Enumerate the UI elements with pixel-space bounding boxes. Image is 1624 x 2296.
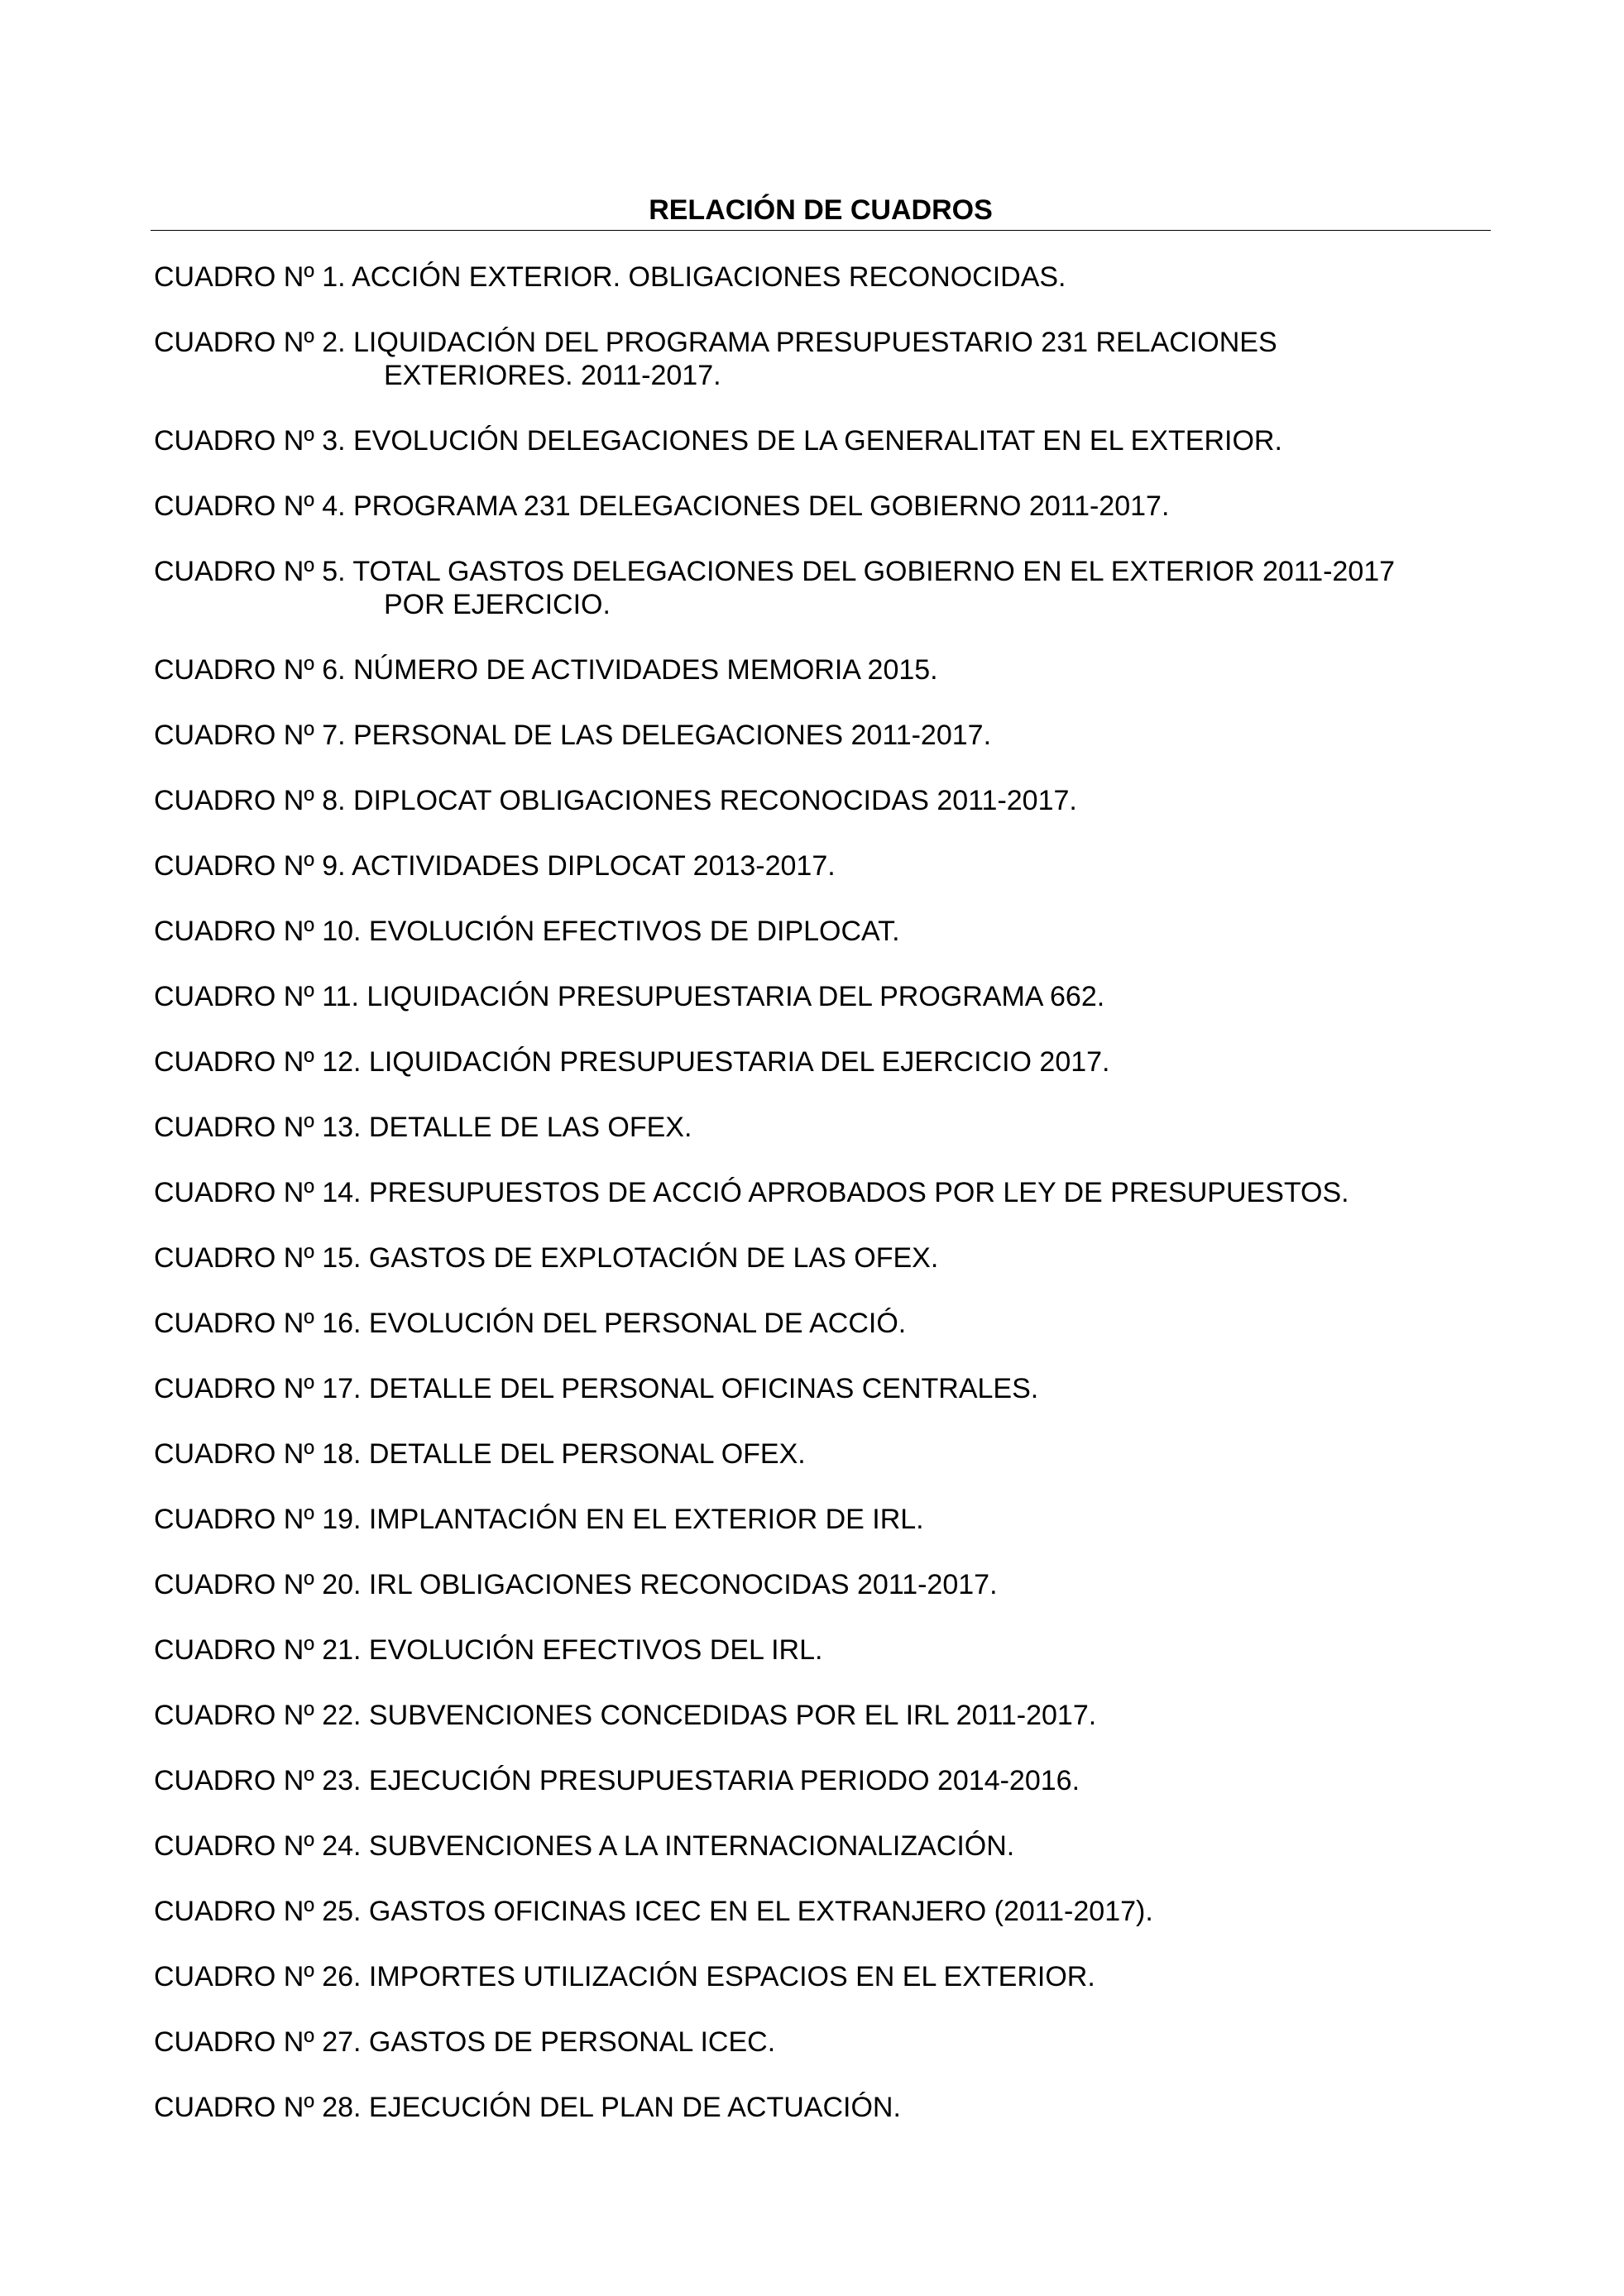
list-item-text: CUADRO Nº 20. IRL OBLIGACIONES RECONOCIDAS 2011-2017. bbox=[154, 1569, 998, 1600]
list-item-cuadro-13 bbox=[154, 1111, 1494, 1144]
list-item-cuadro-4 bbox=[154, 490, 1494, 523]
list-item-text: CUADRO Nº 5. TOTAL GASTOS DELEGACIONES DEL GOBIERNO EN EL EXTERIOR 2011-2017 bbox=[154, 556, 1396, 587]
list-item-cuadro-24 bbox=[154, 1830, 1494, 1863]
list-item-cuadro-18 bbox=[154, 1437, 1494, 1471]
list-item-text: CUADRO Nº 14. PRESUPUESTOS DE ACCIÓ APROBADOS POR LEY DE PRESUPUESTOS. bbox=[154, 1177, 1349, 1208]
list-item-cuadro-7 bbox=[154, 719, 1494, 752]
list-item-cuadro-6 bbox=[154, 653, 1494, 686]
list-item-text: CUADRO Nº 6. NÚMERO DE ACTIVIDADES MEMORIA 2015. bbox=[154, 654, 938, 686]
list-item-text: CUADRO Nº 24. SUBVENCIONES A LA INTERNACIONALIZACIÓN. bbox=[154, 1830, 1015, 1862]
list-item-text: CUADRO Nº 16. EVOLUCIÓN DEL PERSONAL DE ACCIÓ. bbox=[154, 1308, 907, 1339]
list-item-text: CUADRO Nº 26. IMPORTES UTILIZACIÓN ESPACIOS EN EL EXTERIOR. bbox=[154, 1961, 1095, 1992]
list-item-cuadro-14 bbox=[154, 1176, 1494, 1209]
list-item-text: CUADRO Nº 1. ACCIÓN EXTERIOR. OBLIGACIONES RECONOCIDAS. bbox=[154, 261, 1066, 293]
list-item-text: CUADRO Nº 11. LIQUIDACIÓN PRESUPUESTARIA DEL PROGRAMA 662. bbox=[154, 981, 1105, 1012]
list-item-continuation: POR EJERCICIO. bbox=[384, 589, 611, 620]
list-item-cuadro-21 bbox=[154, 1634, 1494, 1667]
list-item-text: CUADRO Nº 13. DETALLE DE LAS OFEX. bbox=[154, 1112, 692, 1143]
list-item-text: CUADRO Nº 27. GASTOS DE PERSONAL ICEC. bbox=[154, 2026, 776, 2058]
list-item-cuadro-25 bbox=[154, 1895, 1494, 1928]
list-item-cuadro-20 bbox=[154, 1568, 1494, 1601]
list-item-cuadro-12 bbox=[154, 1045, 1494, 1079]
list-item-text: CUADRO Nº 17. DETALLE DEL PERSONAL OFICINAS CENTRALES. bbox=[154, 1373, 1039, 1404]
list-item-cuadro-19 bbox=[154, 1503, 1494, 1536]
list-item-cuadro-3 bbox=[154, 424, 1494, 457]
list-item-text: CUADRO Nº 18. DETALLE DEL PERSONAL OFEX. bbox=[154, 1438, 806, 1470]
list-item-cuadro-11 bbox=[154, 980, 1494, 1013]
list-item-text: CUADRO Nº 21. EVOLUCIÓN EFECTIVOS DEL IRL. bbox=[154, 1634, 823, 1666]
list-item-cuadro-23 bbox=[154, 1764, 1494, 1797]
title-underline bbox=[151, 230, 1491, 231]
list-item-text: CUADRO Nº 12. LIQUIDACIÓN PRESUPUESTARIA DEL EJERCICIO 2017. bbox=[154, 1046, 1110, 1078]
list-item-text: CUADRO Nº 28. EJECUCIÓN DEL PLAN DE ACTUACIÓN. bbox=[154, 2092, 901, 2123]
list-item-cuadro-26 bbox=[154, 1960, 1494, 1993]
list-item-cuadro-28 bbox=[154, 2091, 1494, 2124]
list-item-text: CUADRO Nº 3. EVOLUCIÓN DELEGACIONES DE LA GENERALITAT EN EL EXTERIOR. bbox=[154, 425, 1282, 457]
list-item-cuadro-17 bbox=[154, 1372, 1494, 1405]
list-item-cuadro-8 bbox=[154, 784, 1494, 817]
list-item-text: CUADRO Nº 7. PERSONAL DE LAS DELEGACIONES 2011-2017. bbox=[154, 720, 992, 751]
list-item-continuation: EXTERIORES. 2011-2017. bbox=[384, 360, 721, 391]
list-item-text: CUADRO Nº 9. ACTIVIDADES DIPLOCAT 2013-2017. bbox=[154, 850, 836, 882]
page-title: RELACIÓN DE CUADROS bbox=[649, 194, 993, 226]
list-item-cuadro-1 bbox=[154, 261, 1494, 294]
list-item-cuadro-22 bbox=[154, 1699, 1494, 1732]
list-item-cuadro-15 bbox=[154, 1241, 1494, 1275]
list-item-text: CUADRO Nº 19. IMPLANTACIÓN EN EL EXTERIOR DE IRL. bbox=[154, 1504, 924, 1535]
list-item-text: CUADRO Nº 10. EVOLUCIÓN EFECTIVOS DE DIPLOCAT. bbox=[154, 916, 900, 947]
list-item-cuadro-10 bbox=[154, 915, 1494, 948]
list-item-text: CUADRO Nº 2. LIQUIDACIÓN DEL PROGRAMA PRESUPUESTARIO 231 RELACIONES bbox=[154, 327, 1277, 358]
list-item-cuadro-2 bbox=[154, 326, 1494, 392]
list-item-text: CUADRO Nº 4. PROGRAMA 231 DELEGACIONES DEL GOBIERNO 2011-2017. bbox=[154, 490, 1170, 522]
list-item-text: CUADRO Nº 8. DIPLOCAT OBLIGACIONES RECONOCIDAS 2011-2017. bbox=[154, 785, 1077, 816]
list-item-text: CUADRO Nº 23. EJECUCIÓN PRESUPUESTARIA PERIODO 2014-2016. bbox=[154, 1765, 1080, 1796]
list-item-text: CUADRO Nº 22. SUBVENCIONES CONCEDIDAS POR EL IRL 2011-2017. bbox=[154, 1700, 1097, 1731]
list-item-cuadro-16 bbox=[154, 1307, 1494, 1340]
list-item-cuadro-9 bbox=[154, 849, 1494, 883]
list-item-cuadro-5 bbox=[154, 555, 1494, 621]
table-list bbox=[154, 261, 1494, 2156]
list-item-text: CUADRO Nº 25. GASTOS OFICINAS ICEC EN EL EXTRANJERO (2011-2017). bbox=[154, 1896, 1153, 1927]
list-item-text: CUADRO Nº 15. GASTOS DE EXPLOTACIÓN DE LAS OFEX. bbox=[154, 1242, 939, 1274]
list-item-cuadro-27 bbox=[154, 2026, 1494, 2059]
